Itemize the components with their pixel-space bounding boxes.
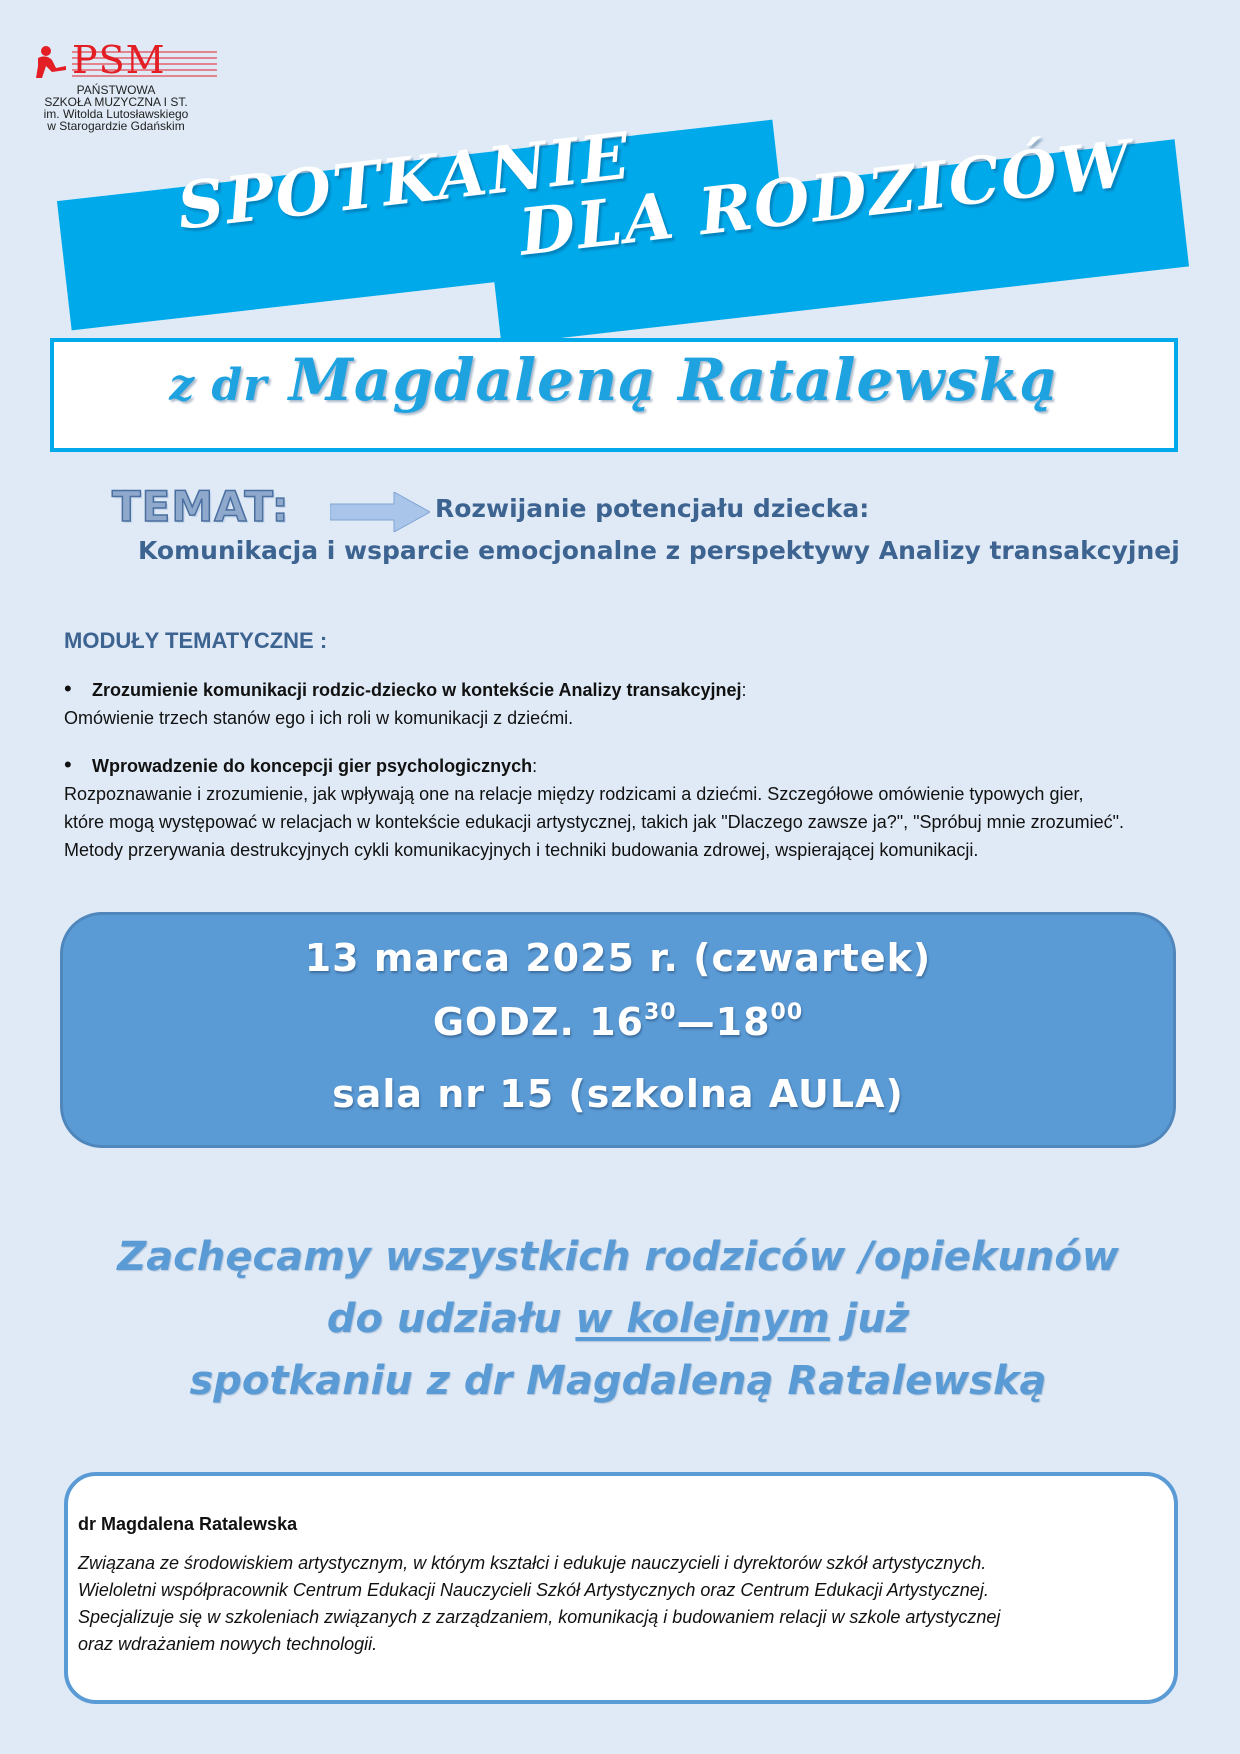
school-logo	[30, 40, 200, 135]
topic-line-1: Rozwijanie potencjału dziecka:	[435, 494, 870, 523]
bullet-icon	[64, 752, 92, 778]
logo-wordmark: PSM	[72, 38, 166, 82]
module-1-title: •Zrozumienie komunikacji rodzic-dziecko w kontekście Analizy transakcyjnej:	[64, 676, 747, 702]
module-2-description: Rozpoznawanie i zrozumienie, jak wpływają one na relacje między rodzicami a dziećmi. Szczegółowe omówienie typowych gier, które mogą występować w relacjach w kontekście edukacji artystycznej, takich jak "Dlaczego zawsze ja?", "Spróbuj mnie zrozumieć". Metody przerywania destrukcyjnych cykli komunikacyjnych i techniki budowania zdrowej, wspierającej komunikacji.	[64, 784, 1124, 860]
speaker-name: z dr Magdaleną Ratalewską	[169, 346, 1059, 414]
module-1-description: Omówienie trzech stanów ego i ich roli w komunikacji z dziećmi.	[64, 708, 574, 728]
bio-name: dr Magdalena Ratalewska	[78, 1514, 298, 1534]
invitation-line-1: Zachęcamy wszystkich rodziców /opiekunów	[117, 1234, 1119, 1280]
bullet-icon	[64, 676, 92, 702]
event-date: 13 marca 2025 r. (czwartek)	[304, 936, 932, 980]
title-line-2: DLA RODZICÓW	[515, 126, 1137, 271]
logo-school-name: PAŃSTWOWA SZKOŁA MUZYCZNA I ST. im. Witolda Lutosławskiego w Starogardzie Gdańskim	[43, 83, 189, 133]
right-arrow-icon	[330, 492, 430, 532]
event-room: sala nr 15 (szkolna AULA)	[332, 1072, 904, 1116]
module-2-title: •Wprowadzenie do koncepcji gier psychologicznych:	[64, 752, 537, 778]
modules-heading: MODUŁY TEMATYCZNE :	[64, 628, 328, 653]
event-time: GODZ. $16^{30}—18^{00}$	[432, 1000, 804, 1044]
invitation-line-2: do udziału w kolejnym już	[326, 1296, 910, 1342]
title-line-1: SPOTKANIE	[173, 118, 635, 245]
topic-line-2: Komunikacja i wsparcie emocjonalne z perspektywy Analizy transakcyjnej	[138, 536, 1180, 565]
invitation-line-3: spotkaniu z dr Magdaleną Ratalewską	[189, 1358, 1047, 1404]
bio-text: Związana ze środowiskiem artystycznym, w którym kształci i edukuje nauczycieli i dyrektorów szkół artystycznych. Wieloletni współpracownik Centrum Edukacji Nauczycieli Szkół Artystycznych oraz Centrum Edukacji Artystycznej. Specjalizuje się w szkoleniach związanych z zarządzaniem, komunikacją i budowaniem relacji w szkole artystycznej oraz wdrażaniem nowych technologii.	[78, 1553, 1001, 1654]
pianist-icon	[32, 44, 72, 80]
topic-label: TEMAT:	[112, 482, 290, 531]
